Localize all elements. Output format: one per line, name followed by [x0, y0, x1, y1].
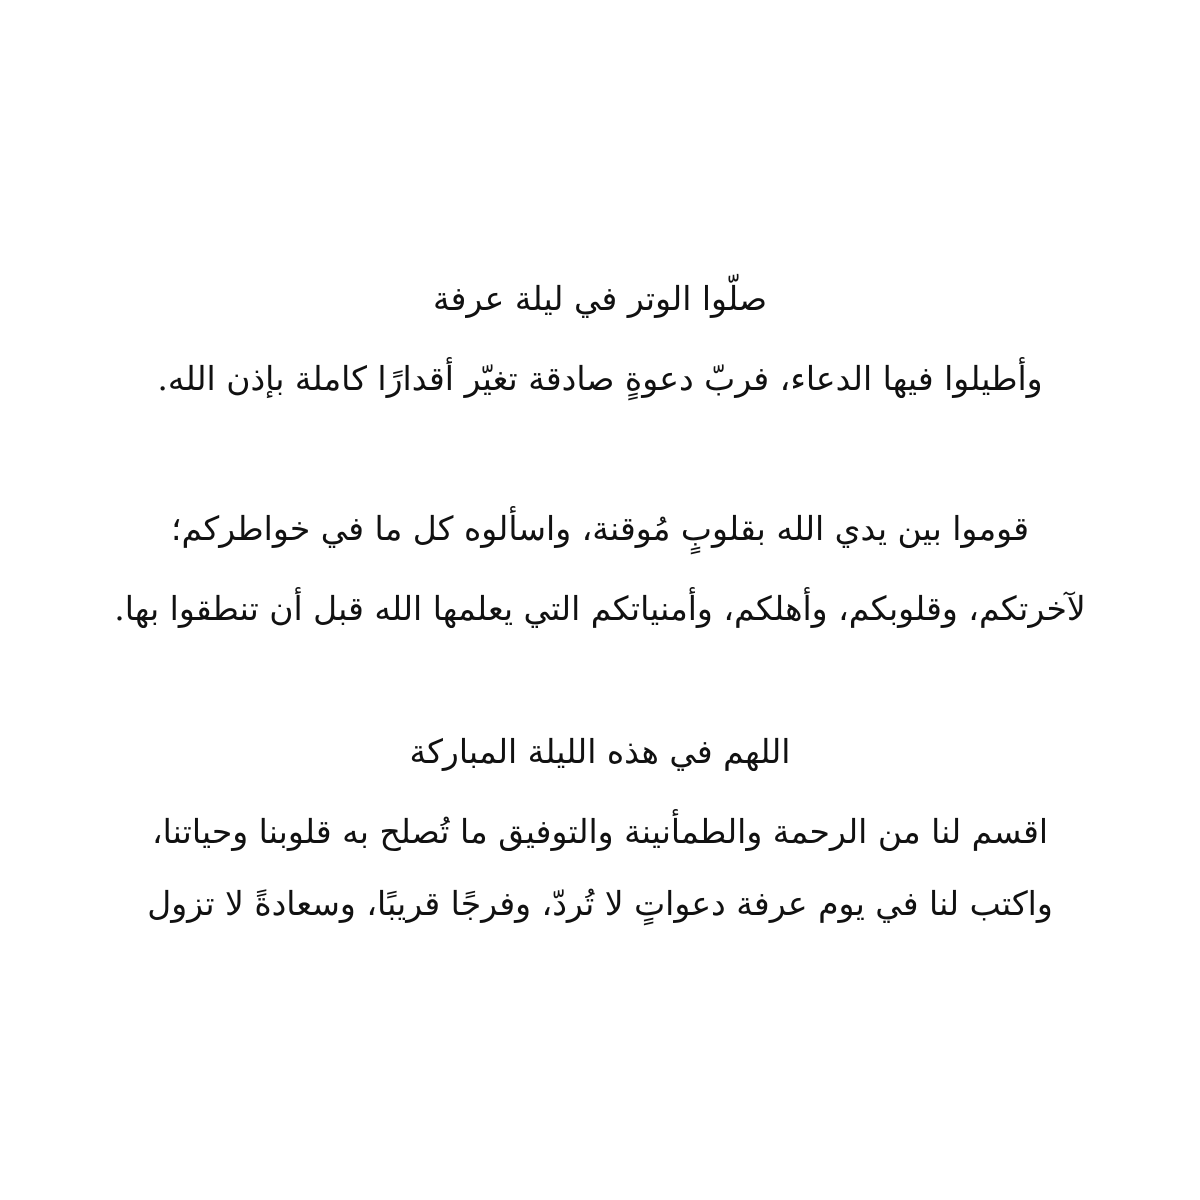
stanza-2-line-2: لآخرتكم، وقلوبكم، وأهلكم، وأمنياتكم التي يعلمها الله قبل أن تنطقوا بها. — [114, 589, 1086, 628]
stanza-1-line-1: صلّوا الوتر في ليلة عرفة — [432, 279, 768, 318]
stanza-3-line-2: اقسم لنا من الرحمة والطمأنينة والتوفيق ما تُصلح به قلوبنا وحياتنا، — [151, 812, 1049, 851]
stanza-3-line-1: اللهم في هذه الليلة المباركة — [409, 732, 791, 771]
stanza-2-line-1: قوموا بين يدي الله بقلوبٍ مُوقنة، واسألوه كل ما في خواطركم؛ — [171, 509, 1029, 548]
stanza-1-line-2: وأطيلوا فيها الدعاء، فربّ دعوةٍ صادقة تغيّر أقدارًا كاملة بإذن الله. — [157, 359, 1043, 398]
stanza-3-line-3: واكتب لنا في يوم عرفة دعواتٍ لا تُردّ، وفرجًا قريبًا، وسعادةً لا تزول — [147, 884, 1053, 923]
